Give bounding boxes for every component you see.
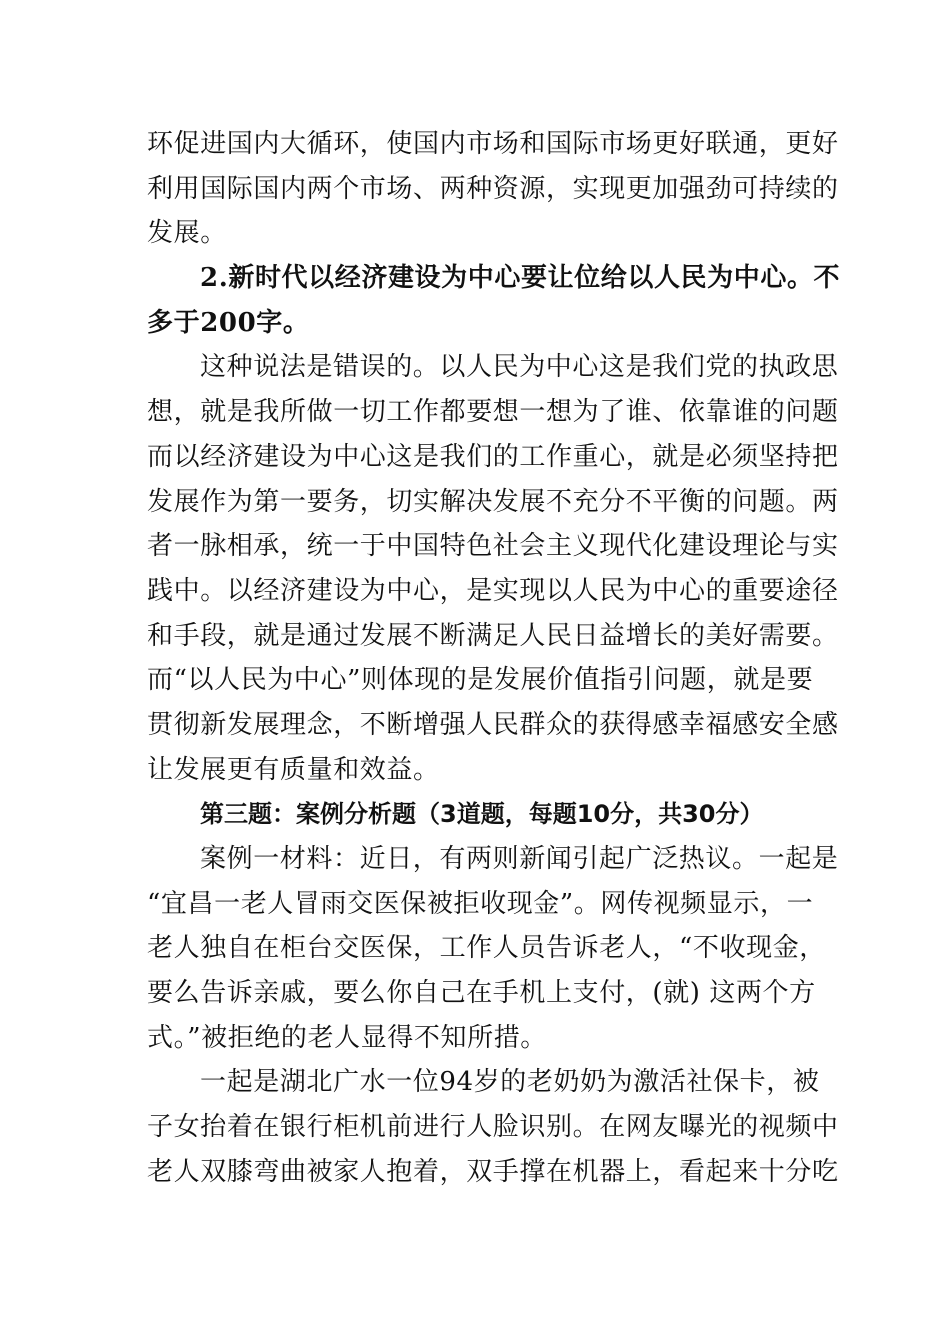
answer-paragraph-line: 让发展更有质量和效益。: [147, 754, 440, 785]
answer-paragraph-line: 贯彻新发展理念，不断增强人民群众的获得感幸福感安全感: [147, 709, 839, 740]
case-paragraph-line: 式。”被拒绝的老人显得不知所措。: [147, 1022, 547, 1053]
case-paragraph-line: 案例一材料：近日，有两则新闻引起广泛热议。一起是: [200, 844, 839, 874]
question-heading: 2.新时代以经济建设为中心要让位给以人民为中心。不: [200, 263, 841, 294]
case-paragraph-line: 要么告诉亲戚，要么你自己在手机上支付，(就) 这两个方: [147, 978, 816, 1009]
question-heading: 多于200字。: [147, 307, 310, 338]
answer-paragraph-line: 践中。以经济建设为中心，是实现以人民为中心的重要途径: [147, 575, 839, 606]
section-heading: 第三题：案例分析题（3道题，每题10分，共30分）: [200, 800, 764, 829]
document-body: [147, 122, 841, 1195]
text-line: 发展。: [147, 218, 227, 249]
answer-paragraph-line: 这种说法是错误的。以人民为中心这是我们党的执政思: [200, 352, 839, 383]
case-paragraph-line: 一起是湖北广水一位94岁的老奶奶为激活社保卡，被: [200, 1067, 820, 1098]
answer-paragraph-line: 者一脉相承，统一于中国特色社会主义现代化建设理论与实: [147, 531, 839, 562]
case-paragraph-line: “宜昌一老人冒雨交医保被拒收现金”。网传视频显示，一: [147, 888, 814, 919]
text-line: 环促进国内大循环，使国内市场和国际市场更好联通，更好: [147, 129, 839, 159]
answer-paragraph-line: 发展作为第一要务，切实解决发展不充分不平衡的问题。两: [147, 486, 839, 517]
case-paragraph-line: 子女抬着在银行柜机前进行人脸识别。在网友曝光的视频中: [147, 1112, 839, 1143]
answer-paragraph-line: 而以经济建设为中心这是我们的工作重心，就是必须坚持把: [147, 441, 839, 472]
case-paragraph-line: 老人双膝弯曲被家人抱着，双手撑在机器上，看起来十分吃: [147, 1156, 839, 1187]
case-paragraph-line: 老人独自在柜台交医保，工作人员告诉老人，“不收现金，: [147, 933, 826, 964]
answer-paragraph-line: 和手段，就是通过发展不断满足人民日益增长的美好需要。: [147, 620, 839, 651]
text-line: 利用国际国内两个市场、两种资源，实现更加强劲可持续的: [147, 173, 839, 204]
answer-paragraph-line: 而“以人民为中心”则体现的是发展价值指引问题，就是要: [147, 665, 814, 696]
answer-paragraph-line: 想，就是我所做一切工作都要想一想为了谁、依靠谁的问题: [147, 397, 839, 428]
